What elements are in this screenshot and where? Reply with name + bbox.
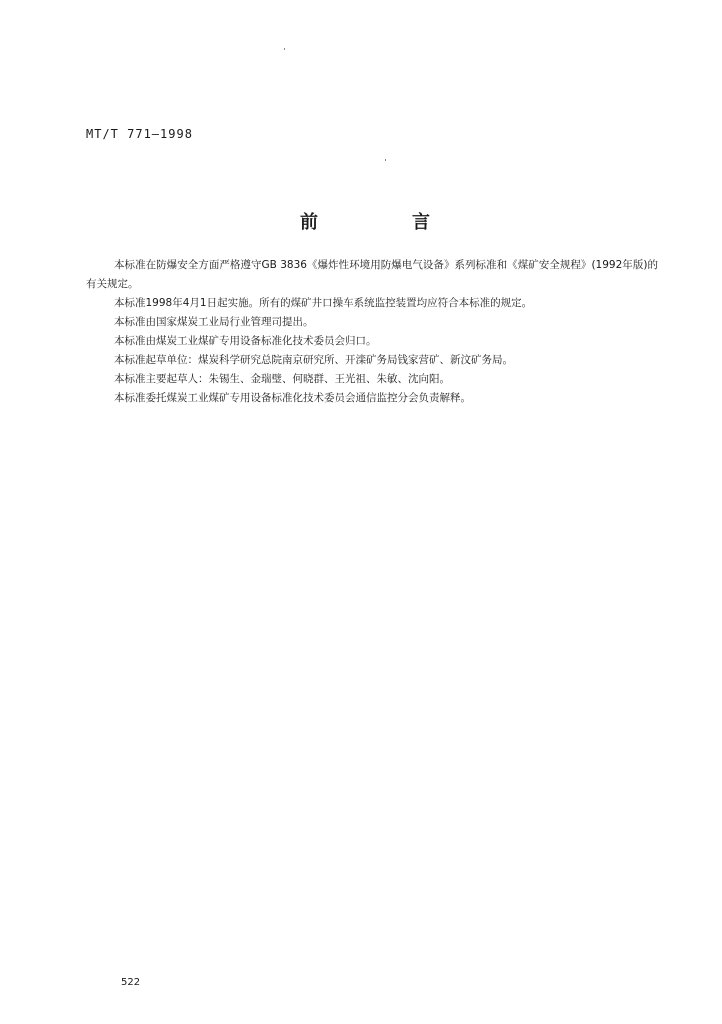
standard-code: MT/T 771—1998 xyxy=(86,127,193,141)
paragraph: 本标准1998年4月1日起实施。所有的煤矿井口操车系统监控装置均应符合本标准的规定。 xyxy=(114,297,533,309)
paragraph: 本标准主要起草人：朱锡生、金瑞璧、何晓群、王光祖、朱敏、沈向阳。 xyxy=(114,373,450,385)
paragraph: 本标准由国家煤炭工业局行业管理司提出。 xyxy=(114,316,314,328)
scan-speck xyxy=(385,159,386,161)
page-title xyxy=(300,208,430,234)
paragraph: 本标准在防爆安全方面严格遵守GB 3836《爆炸性环境用防爆电气设备》系列标准和《煤矿安全规程》(1992年版)的有关规定。 xyxy=(86,259,658,290)
page-title-char: 前 xyxy=(300,212,318,233)
page-number: 522 xyxy=(121,977,141,988)
paragraph: 本标准起草单位：煤炭科学研究总院南京研究所、开滦矿务局钱家营矿、新汶矿务局。 xyxy=(114,354,513,366)
page-title-char: 言 xyxy=(412,212,430,233)
scan-speck xyxy=(284,48,285,50)
paragraph: 本标准由煤炭工业煤矿专用设备标准化技术委员会归口。 xyxy=(114,335,377,347)
paragraph: 本标准委托煤炭工业煤矿专用设备标准化技术委员会通信监控分会负责解释。 xyxy=(114,392,471,404)
foreword-body xyxy=(86,256,658,408)
